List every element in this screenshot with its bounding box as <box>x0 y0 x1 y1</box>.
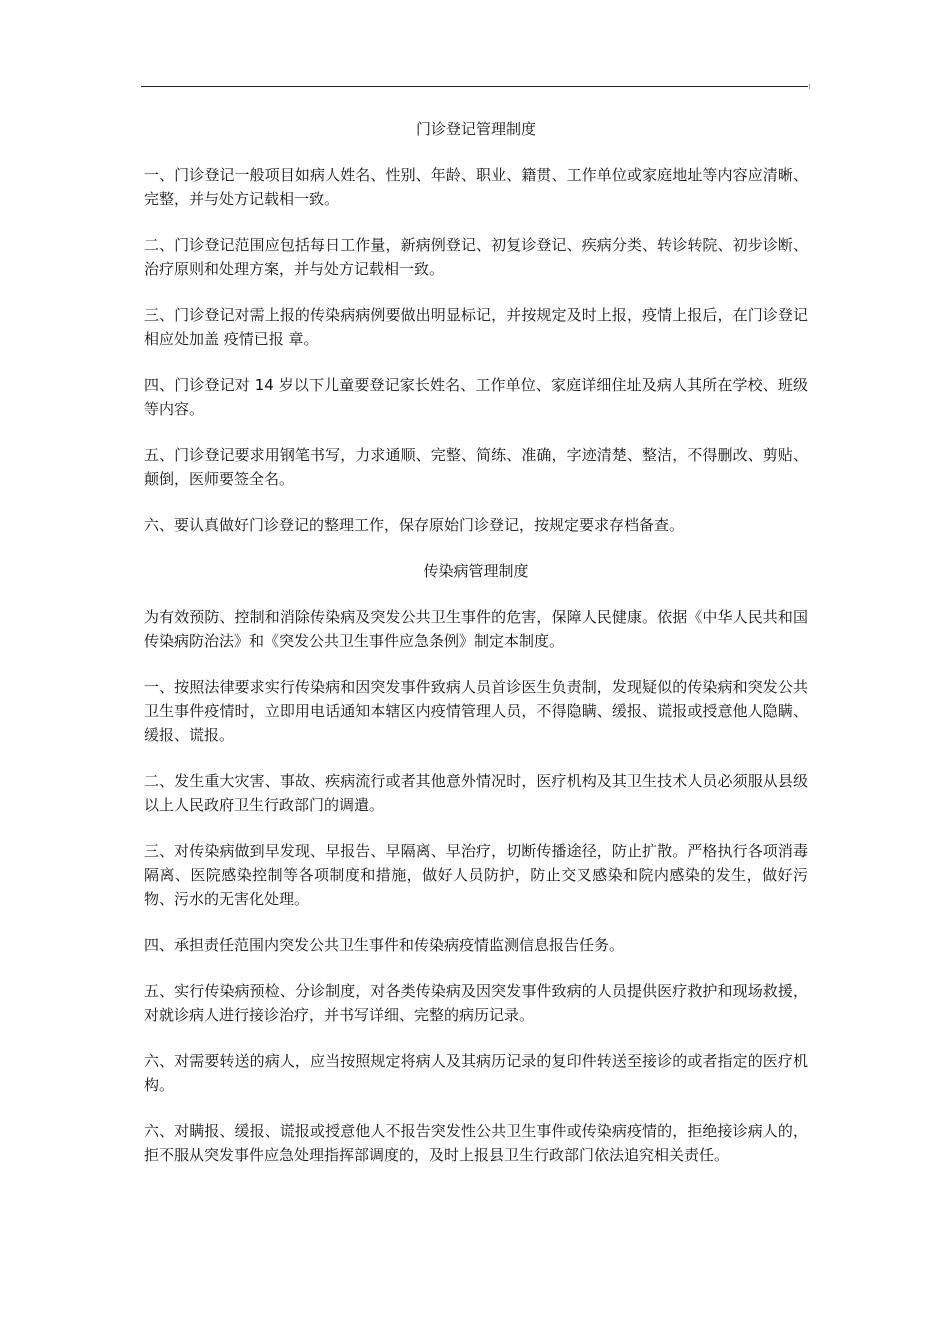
outpatient-rule-4: 四、门诊登记对 14 岁以下儿童要登记家长姓名、工作单位、家庭详细住址及病人其所在学校、班级等内容。 <box>144 376 808 418</box>
outpatient-rule-3: 三、门诊登记对需上报的传染病病例要做出明显标记，并按规定及时上报，疫情上报后，在门诊登记相应处加盖 疫情已报 章。 <box>144 306 808 348</box>
document-body <box>144 117 808 1189</box>
infectious-rule-1: 一、按照法律要求实行传染病和因突发事件致病人员首诊医生负责制，发现疑似的传染病和突发公共卫生事件疫情时，立即用电话通知本辖区内疫情管理人员，不得隐瞒、缓报、谎报或授意他人隐瞒、缓报、谎报。 <box>144 678 808 744</box>
infectious-rule-6: 六、对需要转送的病人，应当按照规定将病人及其病历记录的复印件转送至接诊的或者指定的医疗机构。 <box>144 1052 808 1094</box>
infectious-rule-7: 六、对瞒报、缓报、谎报或授意他人不报告突发性公共卫生事件或传染病疫情的，拒绝接诊病人的，拒不服从突发事件应急处理指挥部调度的，及时上报县卫生行政部门依法追究相关责任。 <box>144 1122 808 1164</box>
outpatient-rule-6: 六、要认真做好门诊登记的整理工作，保存原始门诊登记，按规定要求存档备查。 <box>144 516 685 534</box>
infectious-rule-5: 五、实行传染病预检、分诊制度，对各类传染病及因突发事件致病的人员提供医疗救护和现场救援，对就诊病人进行接诊治疗，并书写详细、完整的病历记录。 <box>144 982 808 1024</box>
infectious-intro: 为有效预防、控制和消除传染病及突发公共卫生事件的危害，保障人民健康。依据《中华人民共和国传染病防治法》和《突发公共卫生事件应急条例》制定本制度。 <box>144 608 808 650</box>
outpatient-rule-1: 一、门诊登记一般项目如病人姓名、性别、年龄、职业、籍贯、工作单位或家庭地址等内容应清晰、完整，并与处方记载相一致。 <box>144 166 808 208</box>
header-rule <box>141 86 808 87</box>
outpatient-rule-2: 二、门诊登记范围应包括每日工作量，新病例登记、初复诊登记、疾病分类、转诊转院、初步诊断、治疗原则和处理方案，并与处方记载相一致。 <box>144 236 808 278</box>
section-title-infectious-disease: 传染病管理制度 <box>423 562 529 580</box>
infectious-rule-2: 二、发生重大灾害、事故、疾病流行或者其他意外情况时，医疗机构及其卫生技术人员必须服从县级以上人民政府卫生行政部门的调遣。 <box>144 772 808 814</box>
outpatient-rule-5: 五、门诊登记要求用钢笔书写，力求通顺、完整、简练、准确，字迹清楚、整洁，不得删改、剪贴、颠倒，医师要签全名。 <box>144 446 808 488</box>
header-corner-mark <box>809 84 810 89</box>
infectious-rule-3: 三、对传染病做到早发现、早报告、早隔离、早治疗，切断传播途径，防止扩散。严格执行各项消毒隔离、医院感染控制等各项制度和措施，做好人员防护，防止交叉感染和院内感染的发生，做好污物、污水的无害化处理。 <box>144 842 808 908</box>
section-title-outpatient-registration: 门诊登记管理制度 <box>415 120 536 138</box>
infectious-rule-4: 四、承担责任范围内突发公共卫生事件和传染病疫情监测信息报告任务。 <box>144 936 625 954</box>
document-page <box>141 0 811 1344</box>
